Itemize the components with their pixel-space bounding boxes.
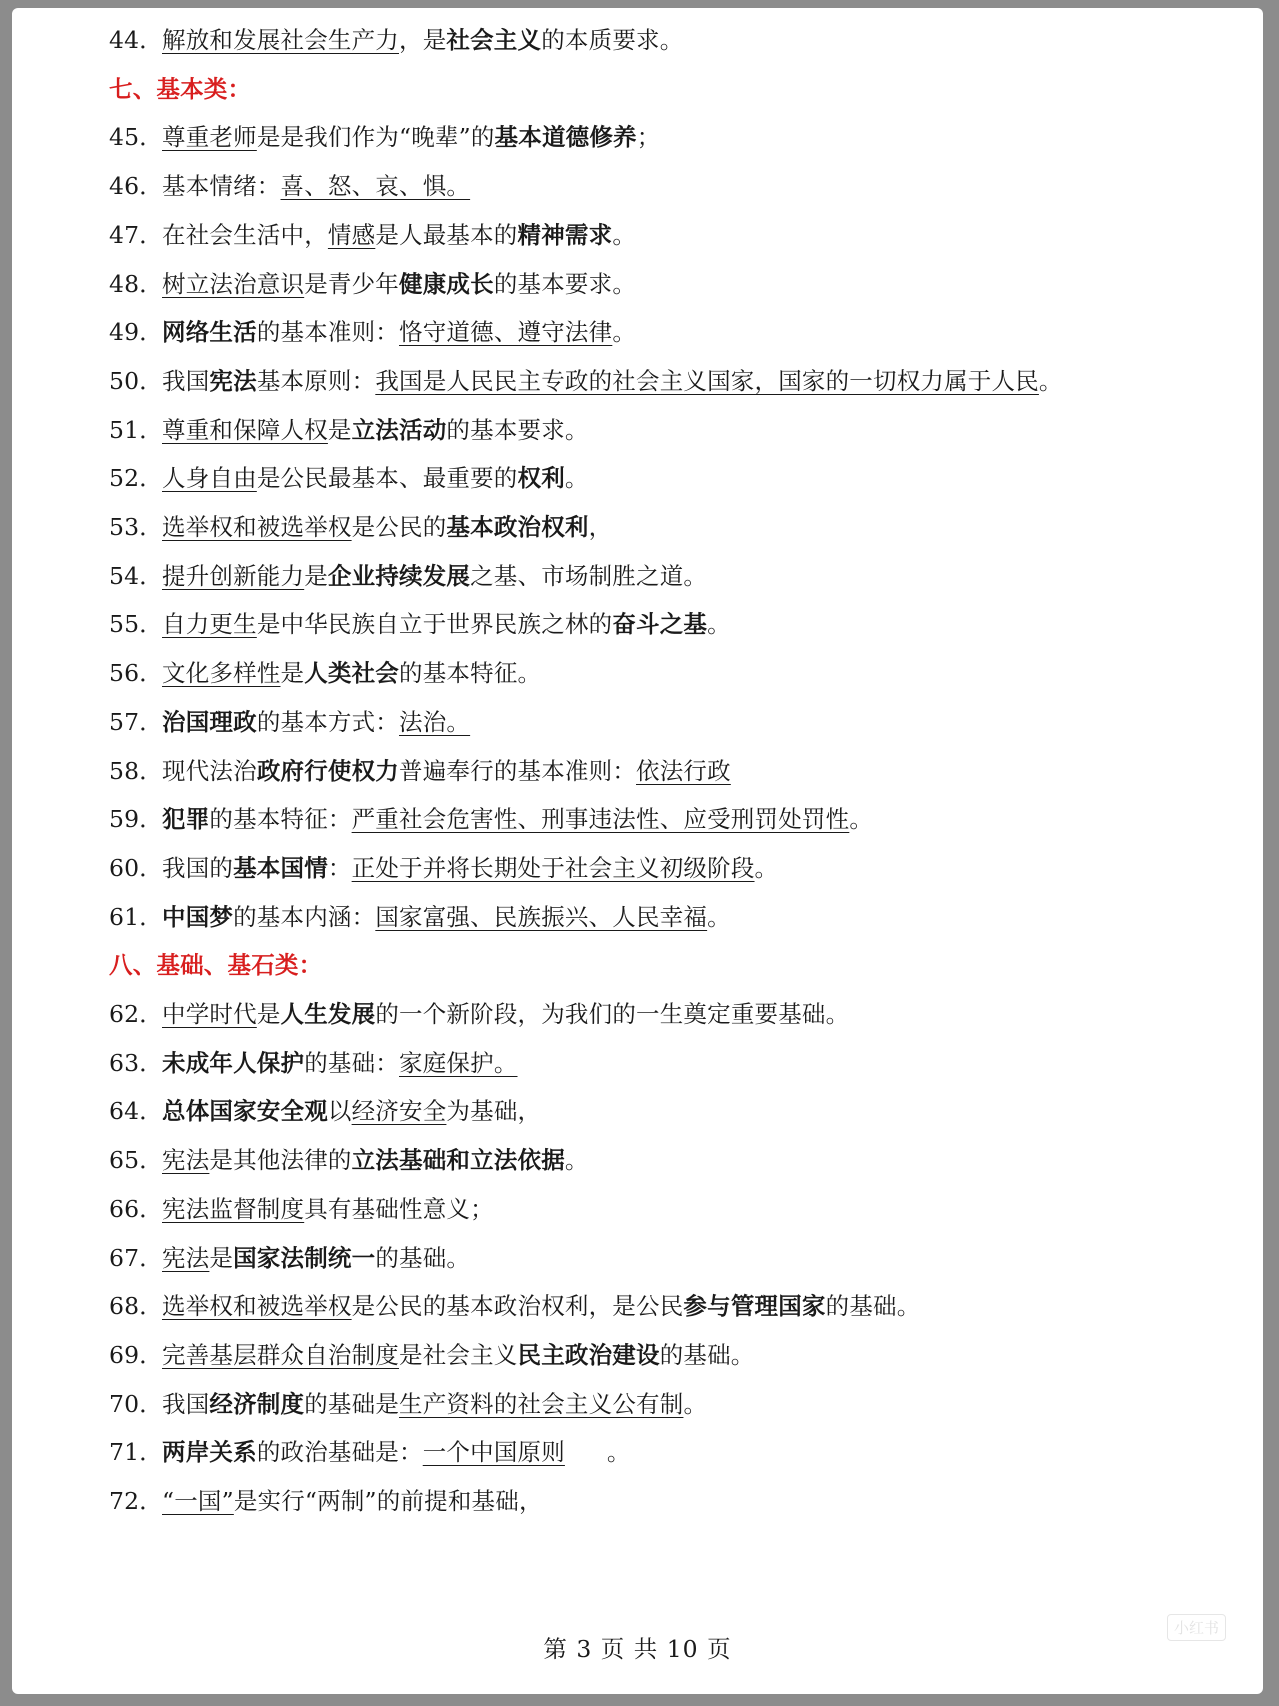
text-segment: 。 [1038, 366, 1063, 395]
text-segment: 的基础。 [659, 1340, 755, 1369]
list-item [109, 1089, 541, 1133]
underlined-text: 树立法治意识 [162, 269, 305, 298]
item-number: 71． [109, 1438, 164, 1467]
watermark-logo: 小红书 [1167, 1614, 1226, 1641]
bold-text: 两岸关系 [162, 1438, 257, 1467]
text-segment: 是 [327, 415, 352, 444]
bold-text: 总体国家安全观 [162, 1097, 328, 1126]
text-segment: 。 [564, 1146, 589, 1175]
list-item [109, 213, 636, 257]
underlined-text: 我国是人民民主专政的社会主义国家，国家的一切权力属于人民 [375, 366, 1039, 395]
item-number: 45． [109, 123, 164, 152]
text-segment: 。 [707, 610, 731, 639]
text-segment: ： [327, 853, 352, 882]
underlined-text: 国家富强、民族振兴、人民幸福 [375, 902, 708, 931]
underlined-text: 人身自由 [162, 464, 257, 493]
item-number: 62． [109, 1000, 164, 1028]
bold-text: 基本道德修养 [494, 123, 637, 152]
list-item [109, 1041, 518, 1085]
text-segment: 是 [209, 1243, 234, 1272]
item-number: 49． [109, 318, 164, 347]
underlined-text: 自力更生 [162, 610, 257, 639]
underlined-text: 尊重和保障人权 [162, 415, 328, 444]
text-segment: 是实行“两制”的前提和基础， [233, 1487, 543, 1515]
text-segment: 是其他法律的 [209, 1146, 352, 1175]
underlined-text: 依法行政 [636, 756, 731, 785]
text-segment: 的基本内涵： [233, 902, 376, 931]
item-number: 48． [109, 269, 164, 298]
list-item [109, 651, 541, 695]
underlined-text: 解放和发展社会生产力 [162, 26, 399, 54]
item-number: 68． [109, 1292, 164, 1321]
item-number: 59． [109, 805, 164, 834]
list-item [109, 505, 612, 549]
text-segment: 以 [327, 1097, 352, 1126]
list-item [109, 115, 660, 159]
text-segment: 。 [564, 464, 589, 493]
underlined-text: 选举权和被选举权 [162, 513, 352, 541]
bold-text: 基本政治权利 [446, 513, 589, 541]
bold-text: 政府行使权力 [256, 756, 400, 785]
text-segment: 的基础。 [825, 1292, 921, 1321]
text-segment: 是公民的 [351, 513, 447, 541]
text-segment: 是 [304, 561, 328, 590]
underlined-text: 选举权和被选举权 [162, 1292, 352, 1321]
bold-text: 国家法制统一 [233, 1243, 376, 1272]
bold-text: 立法活动 [351, 415, 447, 444]
item-number: 50． [109, 366, 164, 395]
bold-text: 治国理政 [162, 707, 257, 736]
text-segment: 我国 [162, 366, 210, 395]
text-segment: 之基、市场制胜之道。 [470, 561, 708, 590]
bold-text: 未成年人保护 [162, 1048, 305, 1077]
text-segment: 。 [754, 853, 779, 882]
underlined-text: 尊重老师 [162, 123, 257, 152]
list-item [109, 797, 873, 841]
text-segment: 的基本特征： [209, 805, 352, 834]
text-segment: 。 [606, 1438, 631, 1467]
list-item [109, 602, 731, 646]
item-number: 57． [109, 707, 164, 736]
text-segment: 是 [256, 1000, 281, 1028]
text-segment: 的基础： [304, 1048, 400, 1077]
text-segment: 是社会主义 [399, 1340, 518, 1369]
item-number: 67． [109, 1243, 164, 1272]
list-item [109, 1236, 470, 1280]
bold-text: 社会主义 [446, 26, 542, 54]
underlined-text: 法治。 [399, 707, 471, 736]
text-segment: ，是 [399, 26, 447, 54]
item-number: 63． [109, 1048, 164, 1077]
bold-text: 参与管理国家 [683, 1292, 826, 1321]
list-item [109, 164, 470, 208]
text-segment: 基本情绪： [162, 172, 281, 201]
underlined-text: 严重社会危害性、刑事违法性、应受刑罚处罚性 [351, 805, 850, 834]
list-item [109, 1187, 494, 1231]
bold-text: 中国梦 [162, 902, 234, 931]
page-footer: 第 3 页 共 10 页 [543, 1635, 732, 1663]
list-item [109, 310, 636, 354]
text-segment: ； [636, 123, 661, 152]
underlined-text: 宪法 [162, 1243, 210, 1272]
underlined-text: 宪法 [162, 1146, 210, 1175]
text-segment: 是公民最基本、最重要的 [256, 464, 518, 493]
bold-text: 基本国情 [233, 853, 328, 882]
text-segment: 的基础。 [375, 1243, 471, 1272]
section-heading [109, 67, 251, 111]
text-segment: 是 [280, 659, 305, 688]
item-number: 69． [109, 1340, 164, 1369]
item-number: 44． [109, 26, 164, 54]
underlined-text: 中学时代 [162, 1000, 257, 1028]
text-segment: 为基础， [446, 1097, 542, 1126]
text-segment: 我国 [162, 1389, 210, 1418]
list-item [109, 749, 731, 793]
list-item [109, 1430, 631, 1474]
item-number: 46． [109, 172, 164, 201]
underlined-text: 文化多样性 [162, 659, 281, 688]
item-number: 58． [109, 756, 164, 785]
text-segment: 是是我们作为“晚辈”的 [256, 123, 495, 152]
bold-text: 奋斗之基 [612, 610, 708, 639]
bold-text: 健康成长 [399, 269, 494, 298]
list-item [109, 554, 707, 598]
item-number: 55． [109, 610, 164, 639]
item-number: 52． [109, 464, 164, 493]
bold-text: 犯罪 [162, 805, 210, 834]
document-page [12, 8, 1263, 1694]
underlined-text: 正处于并将长期处于社会主义初级阶段 [351, 853, 755, 882]
bold-text: 网络生活 [162, 318, 257, 347]
list-item [109, 18, 683, 62]
text-segment: 具有基础性意义； [304, 1194, 494, 1223]
underlined-text: 完善基层群众自治制度 [162, 1340, 399, 1369]
text-segment: 普遍奉行的基本准则： [399, 756, 637, 785]
item-number: 47． [109, 220, 164, 249]
bold-text: 企业持续发展 [327, 561, 471, 590]
text-segment: 现代法治 [162, 756, 257, 785]
bold-text: 宪法 [209, 366, 257, 395]
bold-text: 人生发展 [280, 1000, 376, 1028]
underlined-text: 情感 [327, 220, 376, 249]
underlined-text: 一个中国原则 [422, 1438, 565, 1467]
list-item [109, 846, 778, 890]
underlined-text: 生产资料的社会主义公有制 [399, 1389, 684, 1418]
text-segment: ， [588, 513, 613, 541]
item-number: 56． [109, 659, 164, 688]
bold-text: 精神需求 [517, 220, 613, 249]
text-segment: 。 [707, 902, 731, 931]
text-segment: 。 [683, 1389, 708, 1418]
list-item [109, 700, 470, 744]
item-number: 54． [109, 561, 164, 590]
text-segment: 基本原则： [256, 366, 376, 395]
item-number: 64． [109, 1097, 164, 1126]
item-number: 72． [109, 1487, 164, 1515]
text-segment: 的基本特征。 [399, 659, 542, 688]
bold-text: 立法基础和立法依据 [351, 1146, 565, 1175]
list-item [109, 408, 589, 452]
list-item [109, 456, 589, 500]
bold-text: 民主政治建设 [517, 1340, 660, 1369]
text-segment: 是公民的基本政治权利，是公民 [351, 1292, 684, 1321]
bold-text: 权利 [517, 464, 565, 493]
underlined-text: 宪法监督制度 [162, 1194, 305, 1223]
list-item [109, 1284, 920, 1328]
text-segment: 是青少年 [304, 269, 400, 298]
text-segment: 在社会生活中， [162, 220, 328, 249]
item-number: 65． [109, 1146, 164, 1175]
text-segment: 的基本方式： [256, 707, 400, 736]
item-number: 51． [109, 415, 164, 444]
list-item [109, 262, 636, 306]
underlined-text: 喜、怒、哀、惧。 [280, 172, 471, 201]
item-number: 60． [109, 853, 164, 882]
underlined-text: 提升创新能力 [162, 561, 305, 590]
text-segment: 是人最基本的 [375, 220, 518, 249]
text-segment: 的基本准则： [256, 318, 400, 347]
text-segment: 。 [612, 318, 637, 347]
text-segment: 的基础是 [304, 1389, 400, 1418]
text-segment: 我国的 [162, 853, 234, 882]
text-segment: 。 [612, 220, 637, 249]
text-segment: 的一个新阶段，为我们的一生奠定重要基础。 [375, 1000, 850, 1028]
bold-text: 经济制度 [209, 1389, 305, 1418]
section-heading [109, 943, 322, 987]
item-number: 53． [109, 513, 164, 541]
text-segment: 。 [849, 805, 874, 834]
item-number: 66． [109, 1194, 164, 1223]
text-segment: 的政治基础是： [256, 1438, 423, 1467]
list-item [109, 1138, 589, 1182]
bold-text: 人类社会 [304, 659, 400, 688]
underlined-text: “一国” [162, 1487, 234, 1515]
text-segment: 的基本要求。 [493, 269, 637, 298]
underlined-text: 恪守道德、遵守法律 [399, 318, 613, 347]
text-segment: 是中华民族自立于世界民族之林的 [256, 610, 613, 639]
text-segment: 的基本要求。 [446, 415, 589, 444]
section-heading-text: 八、基础、基石类： [109, 951, 323, 980]
underlined-text: 家庭保护。 [399, 1048, 518, 1077]
list-item [109, 992, 849, 1036]
list-item [109, 359, 1063, 403]
list-item [109, 1479, 543, 1523]
text-segment: 的本质要求。 [541, 26, 684, 54]
item-number: 61． [109, 902, 164, 931]
list-item [109, 895, 731, 939]
list-item [109, 1333, 755, 1377]
underlined-text: 经济安全 [351, 1097, 447, 1126]
list-item [109, 1382, 707, 1426]
section-heading-text: 七、基本类： [109, 74, 252, 103]
item-number: 70． [109, 1389, 164, 1418]
